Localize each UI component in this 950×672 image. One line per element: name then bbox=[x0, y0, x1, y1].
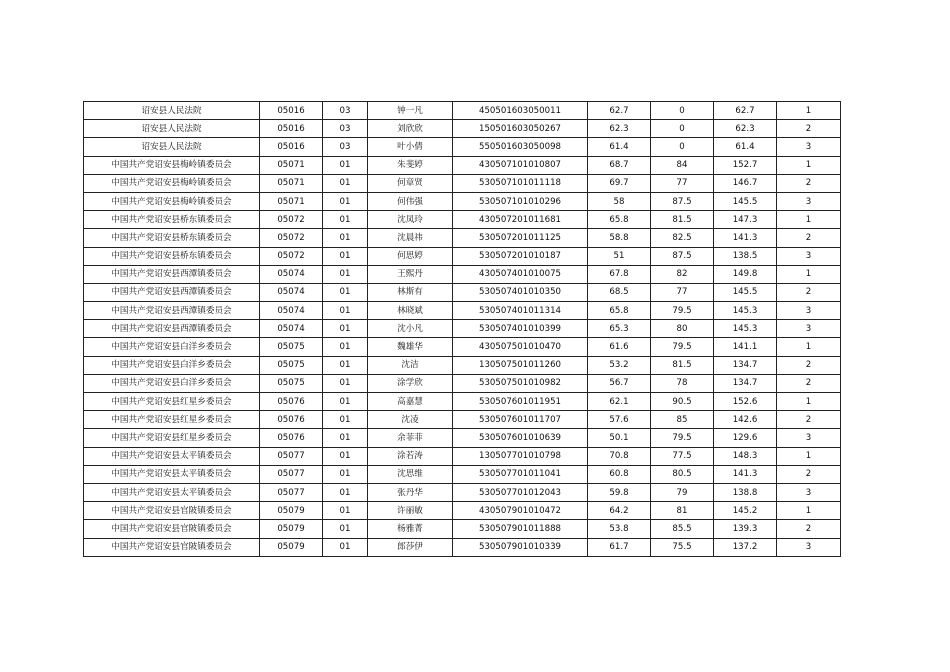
cell-exam-id: 530507501010982 bbox=[453, 374, 588, 392]
cell-interview-score: 81 bbox=[651, 502, 714, 520]
cell-unit-code: 05072 bbox=[260, 229, 323, 247]
cell-total-score: 62.3 bbox=[714, 120, 777, 138]
cell-position-code: 01 bbox=[323, 502, 368, 520]
table-row bbox=[84, 283, 841, 301]
cell-exam-id: 530507401010350 bbox=[453, 283, 588, 301]
cell-exam-id: 530507201010187 bbox=[453, 247, 588, 265]
cell-exam-id: 430507901010472 bbox=[453, 502, 588, 520]
cell-total-score: 138.8 bbox=[714, 483, 777, 501]
cell-unit: 中国共产党诏安县太平镇委员会 bbox=[84, 447, 260, 465]
cell-exam-id: 530507601011707 bbox=[453, 411, 588, 429]
cell-written-score: 53.8 bbox=[588, 520, 651, 538]
cell-candidate-name: 杨雅菁 bbox=[368, 520, 453, 538]
table-row bbox=[84, 102, 841, 120]
cell-written-score: 51 bbox=[588, 247, 651, 265]
cell-total-score: 129.6 bbox=[714, 429, 777, 447]
cell-candidate-name: 涂学欣 bbox=[368, 374, 453, 392]
cell-position-code: 01 bbox=[323, 447, 368, 465]
cell-interview-score: 77 bbox=[651, 283, 714, 301]
cell-rank: 3 bbox=[777, 302, 841, 320]
cell-position-code: 01 bbox=[323, 374, 368, 392]
cell-written-score: 62.7 bbox=[588, 102, 651, 120]
cell-position-code: 01 bbox=[323, 283, 368, 301]
cell-rank: 1 bbox=[777, 265, 841, 283]
cell-written-score: 60.8 bbox=[588, 465, 651, 483]
table-row bbox=[84, 447, 841, 465]
results-table bbox=[83, 101, 841, 557]
table-row bbox=[84, 465, 841, 483]
cell-total-score: 148.3 bbox=[714, 447, 777, 465]
cell-candidate-name: 涂若涛 bbox=[368, 447, 453, 465]
cell-unit-code: 05076 bbox=[260, 393, 323, 411]
cell-position-code: 01 bbox=[323, 156, 368, 174]
cell-position-code: 01 bbox=[323, 465, 368, 483]
table-row bbox=[84, 320, 841, 338]
cell-candidate-name: 余菲菲 bbox=[368, 429, 453, 447]
cell-rank: 1 bbox=[777, 156, 841, 174]
cell-exam-id: 530507701011041 bbox=[453, 465, 588, 483]
cell-total-score: 142.6 bbox=[714, 411, 777, 429]
cell-rank: 2 bbox=[777, 229, 841, 247]
cell-unit-code: 05079 bbox=[260, 538, 323, 556]
cell-unit: 中国共产党诏安县红星乡委员会 bbox=[84, 429, 260, 447]
table-row bbox=[84, 229, 841, 247]
cell-interview-score: 0 bbox=[651, 102, 714, 120]
cell-unit: 中国共产党诏安县梅岭镇委员会 bbox=[84, 174, 260, 192]
cell-unit: 中国共产党诏安县西潭镇委员会 bbox=[84, 302, 260, 320]
cell-candidate-name: 朱斐婷 bbox=[368, 156, 453, 174]
table-row bbox=[84, 411, 841, 429]
cell-total-score: 145.2 bbox=[714, 502, 777, 520]
cell-exam-id: 530507101011118 bbox=[453, 174, 588, 192]
cell-unit: 中国共产党诏安县太平镇委员会 bbox=[84, 465, 260, 483]
cell-interview-score: 0 bbox=[651, 120, 714, 138]
cell-position-code: 01 bbox=[323, 429, 368, 447]
cell-exam-id: 530507201011125 bbox=[453, 229, 588, 247]
cell-exam-id: 550501603050098 bbox=[453, 138, 588, 156]
cell-total-score: 145.5 bbox=[714, 283, 777, 301]
cell-interview-score: 78 bbox=[651, 374, 714, 392]
cell-total-score: 147.3 bbox=[714, 211, 777, 229]
cell-rank: 2 bbox=[777, 374, 841, 392]
cell-total-score: 152.7 bbox=[714, 156, 777, 174]
cell-unit-code: 05016 bbox=[260, 102, 323, 120]
cell-rank: 2 bbox=[777, 465, 841, 483]
table-row bbox=[84, 356, 841, 374]
cell-written-score: 53.2 bbox=[588, 356, 651, 374]
cell-exam-id: 130507701010798 bbox=[453, 447, 588, 465]
cell-unit-code: 05074 bbox=[260, 302, 323, 320]
cell-rank: 3 bbox=[777, 138, 841, 156]
cell-position-code: 01 bbox=[323, 229, 368, 247]
cell-unit-code: 05076 bbox=[260, 429, 323, 447]
cell-rank: 3 bbox=[777, 192, 841, 210]
cell-unit-code: 05072 bbox=[260, 247, 323, 265]
cell-unit: 中国共产党诏安县西潭镇委员会 bbox=[84, 283, 260, 301]
cell-unit: 中国共产党诏安县官陂镇委员会 bbox=[84, 502, 260, 520]
cell-written-score: 50.1 bbox=[588, 429, 651, 447]
cell-rank: 2 bbox=[777, 356, 841, 374]
cell-exam-id: 430507401010075 bbox=[453, 265, 588, 283]
cell-total-score: 139.3 bbox=[714, 520, 777, 538]
cell-candidate-name: 何章贤 bbox=[368, 174, 453, 192]
table-row bbox=[84, 483, 841, 501]
cell-interview-score: 0 bbox=[651, 138, 714, 156]
cell-unit-code: 05075 bbox=[260, 374, 323, 392]
cell-written-score: 69.7 bbox=[588, 174, 651, 192]
cell-total-score: 138.5 bbox=[714, 247, 777, 265]
cell-rank: 2 bbox=[777, 120, 841, 138]
table-row bbox=[84, 156, 841, 174]
cell-unit-code: 05074 bbox=[260, 320, 323, 338]
cell-unit: 中国共产党诏安县梅岭镇委员会 bbox=[84, 156, 260, 174]
cell-exam-id: 530507701012043 bbox=[453, 483, 588, 501]
cell-written-score: 61.4 bbox=[588, 138, 651, 156]
cell-rank: 2 bbox=[777, 174, 841, 192]
cell-candidate-name: 张丹华 bbox=[368, 483, 453, 501]
cell-candidate-name: 何伟强 bbox=[368, 192, 453, 210]
cell-rank: 2 bbox=[777, 283, 841, 301]
cell-unit-code: 05075 bbox=[260, 356, 323, 374]
cell-total-score: 141.3 bbox=[714, 229, 777, 247]
cell-unit-code: 05079 bbox=[260, 520, 323, 538]
cell-exam-id: 530507601010639 bbox=[453, 429, 588, 447]
cell-total-score: 145.5 bbox=[714, 192, 777, 210]
cell-position-code: 01 bbox=[323, 211, 368, 229]
cell-rank: 3 bbox=[777, 429, 841, 447]
cell-unit-code: 05071 bbox=[260, 156, 323, 174]
cell-exam-id: 530507601011951 bbox=[453, 393, 588, 411]
cell-position-code: 01 bbox=[323, 174, 368, 192]
cell-written-score: 61.7 bbox=[588, 538, 651, 556]
cell-total-score: 152.6 bbox=[714, 393, 777, 411]
cell-unit-code: 05071 bbox=[260, 192, 323, 210]
table-row bbox=[84, 429, 841, 447]
cell-candidate-name: 刘欣欣 bbox=[368, 120, 453, 138]
table-row bbox=[84, 265, 841, 283]
table-row bbox=[84, 211, 841, 229]
cell-unit-code: 05077 bbox=[260, 483, 323, 501]
cell-position-code: 01 bbox=[323, 356, 368, 374]
cell-unit-code: 05077 bbox=[260, 465, 323, 483]
cell-rank: 2 bbox=[777, 520, 841, 538]
cell-candidate-name: 高嘉慧 bbox=[368, 393, 453, 411]
cell-position-code: 03 bbox=[323, 102, 368, 120]
cell-position-code: 01 bbox=[323, 520, 368, 538]
cell-total-score: 145.3 bbox=[714, 320, 777, 338]
cell-unit: 中国共产党诏安县太平镇委员会 bbox=[84, 483, 260, 501]
cell-unit: 中国共产党诏安县西潭镇委员会 bbox=[84, 265, 260, 283]
cell-position-code: 03 bbox=[323, 138, 368, 156]
cell-unit-code: 05076 bbox=[260, 411, 323, 429]
cell-unit: 中国共产党诏安县红星乡委员会 bbox=[84, 411, 260, 429]
cell-total-score: 134.7 bbox=[714, 374, 777, 392]
cell-position-code: 01 bbox=[323, 247, 368, 265]
cell-written-score: 68.7 bbox=[588, 156, 651, 174]
cell-interview-score: 80.5 bbox=[651, 465, 714, 483]
cell-unit: 中国共产党诏安县白洋乡委员会 bbox=[84, 356, 260, 374]
cell-written-score: 58 bbox=[588, 192, 651, 210]
cell-written-score: 61.6 bbox=[588, 338, 651, 356]
cell-candidate-name: 魏雄华 bbox=[368, 338, 453, 356]
cell-exam-id: 530507901011888 bbox=[453, 520, 588, 538]
cell-interview-score: 90.5 bbox=[651, 393, 714, 411]
cell-total-score: 62.7 bbox=[714, 102, 777, 120]
cell-written-score: 64.2 bbox=[588, 502, 651, 520]
cell-rank: 1 bbox=[777, 102, 841, 120]
cell-total-score: 61.4 bbox=[714, 138, 777, 156]
cell-unit: 中国共产党诏安县官陂镇委员会 bbox=[84, 520, 260, 538]
cell-written-score: 70.8 bbox=[588, 447, 651, 465]
cell-position-code: 01 bbox=[323, 483, 368, 501]
cell-unit: 中国共产党诏安县梅岭镇委员会 bbox=[84, 192, 260, 210]
cell-rank: 3 bbox=[777, 538, 841, 556]
cell-unit-code: 05074 bbox=[260, 283, 323, 301]
cell-unit: 诏安县人民法院 bbox=[84, 138, 260, 156]
cell-candidate-name: 沈思维 bbox=[368, 465, 453, 483]
cell-unit: 中国共产党诏安县白洋乡委员会 bbox=[84, 374, 260, 392]
cell-total-score: 141.3 bbox=[714, 465, 777, 483]
cell-interview-score: 77 bbox=[651, 174, 714, 192]
cell-total-score: 141.1 bbox=[714, 338, 777, 356]
cell-unit-code: 05077 bbox=[260, 447, 323, 465]
cell-candidate-name: 沈晨祎 bbox=[368, 229, 453, 247]
cell-candidate-name: 沈洁 bbox=[368, 356, 453, 374]
cell-exam-id: 430507201011681 bbox=[453, 211, 588, 229]
table-row bbox=[84, 393, 841, 411]
cell-position-code: 01 bbox=[323, 538, 368, 556]
cell-unit: 中国共产党诏安县西潭镇委员会 bbox=[84, 320, 260, 338]
cell-total-score: 145.3 bbox=[714, 302, 777, 320]
cell-exam-id: 530507101010296 bbox=[453, 192, 588, 210]
cell-position-code: 01 bbox=[323, 265, 368, 283]
cell-candidate-name: 何思婷 bbox=[368, 247, 453, 265]
cell-candidate-name: 沈小凡 bbox=[368, 320, 453, 338]
cell-candidate-name: 许丽敏 bbox=[368, 502, 453, 520]
cell-interview-score: 81.5 bbox=[651, 356, 714, 374]
cell-exam-id: 430507101010807 bbox=[453, 156, 588, 174]
table-row bbox=[84, 192, 841, 210]
cell-interview-score: 87.5 bbox=[651, 247, 714, 265]
cell-interview-score: 87.5 bbox=[651, 192, 714, 210]
cell-interview-score: 77.5 bbox=[651, 447, 714, 465]
cell-candidate-name: 沈凤玲 bbox=[368, 211, 453, 229]
cell-candidate-name: 王熙丹 bbox=[368, 265, 453, 283]
cell-written-score: 58.8 bbox=[588, 229, 651, 247]
cell-written-score: 62.1 bbox=[588, 393, 651, 411]
cell-exam-id: 430507501010470 bbox=[453, 338, 588, 356]
cell-written-score: 59.8 bbox=[588, 483, 651, 501]
cell-written-score: 65.8 bbox=[588, 302, 651, 320]
cell-rank: 1 bbox=[777, 447, 841, 465]
cell-interview-score: 85.5 bbox=[651, 520, 714, 538]
table-row bbox=[84, 538, 841, 556]
cell-written-score: 67.8 bbox=[588, 265, 651, 283]
cell-position-code: 01 bbox=[323, 338, 368, 356]
cell-written-score: 68.5 bbox=[588, 283, 651, 301]
cell-unit: 中国共产党诏安县桥东镇委员会 bbox=[84, 247, 260, 265]
cell-candidate-name: 林斯有 bbox=[368, 283, 453, 301]
cell-unit-code: 05074 bbox=[260, 265, 323, 283]
cell-interview-score: 75.5 bbox=[651, 538, 714, 556]
cell-unit-code: 05016 bbox=[260, 120, 323, 138]
cell-interview-score: 82.5 bbox=[651, 229, 714, 247]
cell-unit-code: 05072 bbox=[260, 211, 323, 229]
cell-interview-score: 80 bbox=[651, 320, 714, 338]
cell-exam-id: 530507401010399 bbox=[453, 320, 588, 338]
cell-rank: 1 bbox=[777, 338, 841, 356]
cell-written-score: 65.3 bbox=[588, 320, 651, 338]
cell-rank: 3 bbox=[777, 320, 841, 338]
cell-unit: 中国共产党诏安县桥东镇委员会 bbox=[84, 211, 260, 229]
cell-candidate-name: 郎莎伊 bbox=[368, 538, 453, 556]
cell-position-code: 01 bbox=[323, 192, 368, 210]
cell-interview-score: 79.5 bbox=[651, 338, 714, 356]
cell-exam-id: 130507501011260 bbox=[453, 356, 588, 374]
cell-rank: 3 bbox=[777, 247, 841, 265]
cell-interview-score: 85 bbox=[651, 411, 714, 429]
table-row bbox=[84, 302, 841, 320]
table-row bbox=[84, 374, 841, 392]
table-body bbox=[84, 102, 841, 557]
cell-exam-id: 450501603050011 bbox=[453, 102, 588, 120]
cell-unit: 诏安县人民法院 bbox=[84, 102, 260, 120]
cell-position-code: 03 bbox=[323, 120, 368, 138]
cell-exam-id: 530507401011314 bbox=[453, 302, 588, 320]
table-row bbox=[84, 174, 841, 192]
cell-candidate-name: 林晓斌 bbox=[368, 302, 453, 320]
table-row bbox=[84, 502, 841, 520]
cell-position-code: 01 bbox=[323, 320, 368, 338]
cell-written-score: 65.8 bbox=[588, 211, 651, 229]
cell-position-code: 01 bbox=[323, 393, 368, 411]
cell-exam-id: 150501603050267 bbox=[453, 120, 588, 138]
cell-total-score: 149.8 bbox=[714, 265, 777, 283]
cell-rank: 1 bbox=[777, 393, 841, 411]
cell-unit-code: 05071 bbox=[260, 174, 323, 192]
cell-rank: 3 bbox=[777, 483, 841, 501]
cell-written-score: 56.7 bbox=[588, 374, 651, 392]
cell-unit: 中国共产党诏安县桥东镇委员会 bbox=[84, 229, 260, 247]
cell-interview-score: 79.5 bbox=[651, 429, 714, 447]
cell-interview-score: 79 bbox=[651, 483, 714, 501]
cell-unit: 中国共产党诏安县白洋乡委员会 bbox=[84, 338, 260, 356]
cell-written-score: 62.3 bbox=[588, 120, 651, 138]
cell-candidate-name: 钟一凡 bbox=[368, 102, 453, 120]
cell-exam-id: 530507901010339 bbox=[453, 538, 588, 556]
cell-written-score: 57.6 bbox=[588, 411, 651, 429]
cell-unit: 中国共产党诏安县官陂镇委员会 bbox=[84, 538, 260, 556]
cell-unit-code: 05075 bbox=[260, 338, 323, 356]
cell-interview-score: 84 bbox=[651, 156, 714, 174]
table-row bbox=[84, 120, 841, 138]
cell-candidate-name: 叶小倩 bbox=[368, 138, 453, 156]
table-row bbox=[84, 338, 841, 356]
cell-position-code: 01 bbox=[323, 411, 368, 429]
table-row bbox=[84, 138, 841, 156]
cell-unit-code: 05079 bbox=[260, 502, 323, 520]
cell-interview-score: 82 bbox=[651, 265, 714, 283]
cell-rank: 2 bbox=[777, 411, 841, 429]
cell-unit: 诏安县人民法院 bbox=[84, 120, 260, 138]
cell-interview-score: 81.5 bbox=[651, 211, 714, 229]
cell-unit: 中国共产党诏安县红星乡委员会 bbox=[84, 393, 260, 411]
table-row bbox=[84, 247, 841, 265]
cell-total-score: 146.7 bbox=[714, 174, 777, 192]
table-row bbox=[84, 520, 841, 538]
cell-rank: 1 bbox=[777, 502, 841, 520]
cell-unit-code: 05016 bbox=[260, 138, 323, 156]
cell-rank: 1 bbox=[777, 211, 841, 229]
cell-candidate-name: 沈凌 bbox=[368, 411, 453, 429]
cell-total-score: 134.7 bbox=[714, 356, 777, 374]
cell-position-code: 01 bbox=[323, 302, 368, 320]
cell-interview-score: 79.5 bbox=[651, 302, 714, 320]
cell-total-score: 137.2 bbox=[714, 538, 777, 556]
